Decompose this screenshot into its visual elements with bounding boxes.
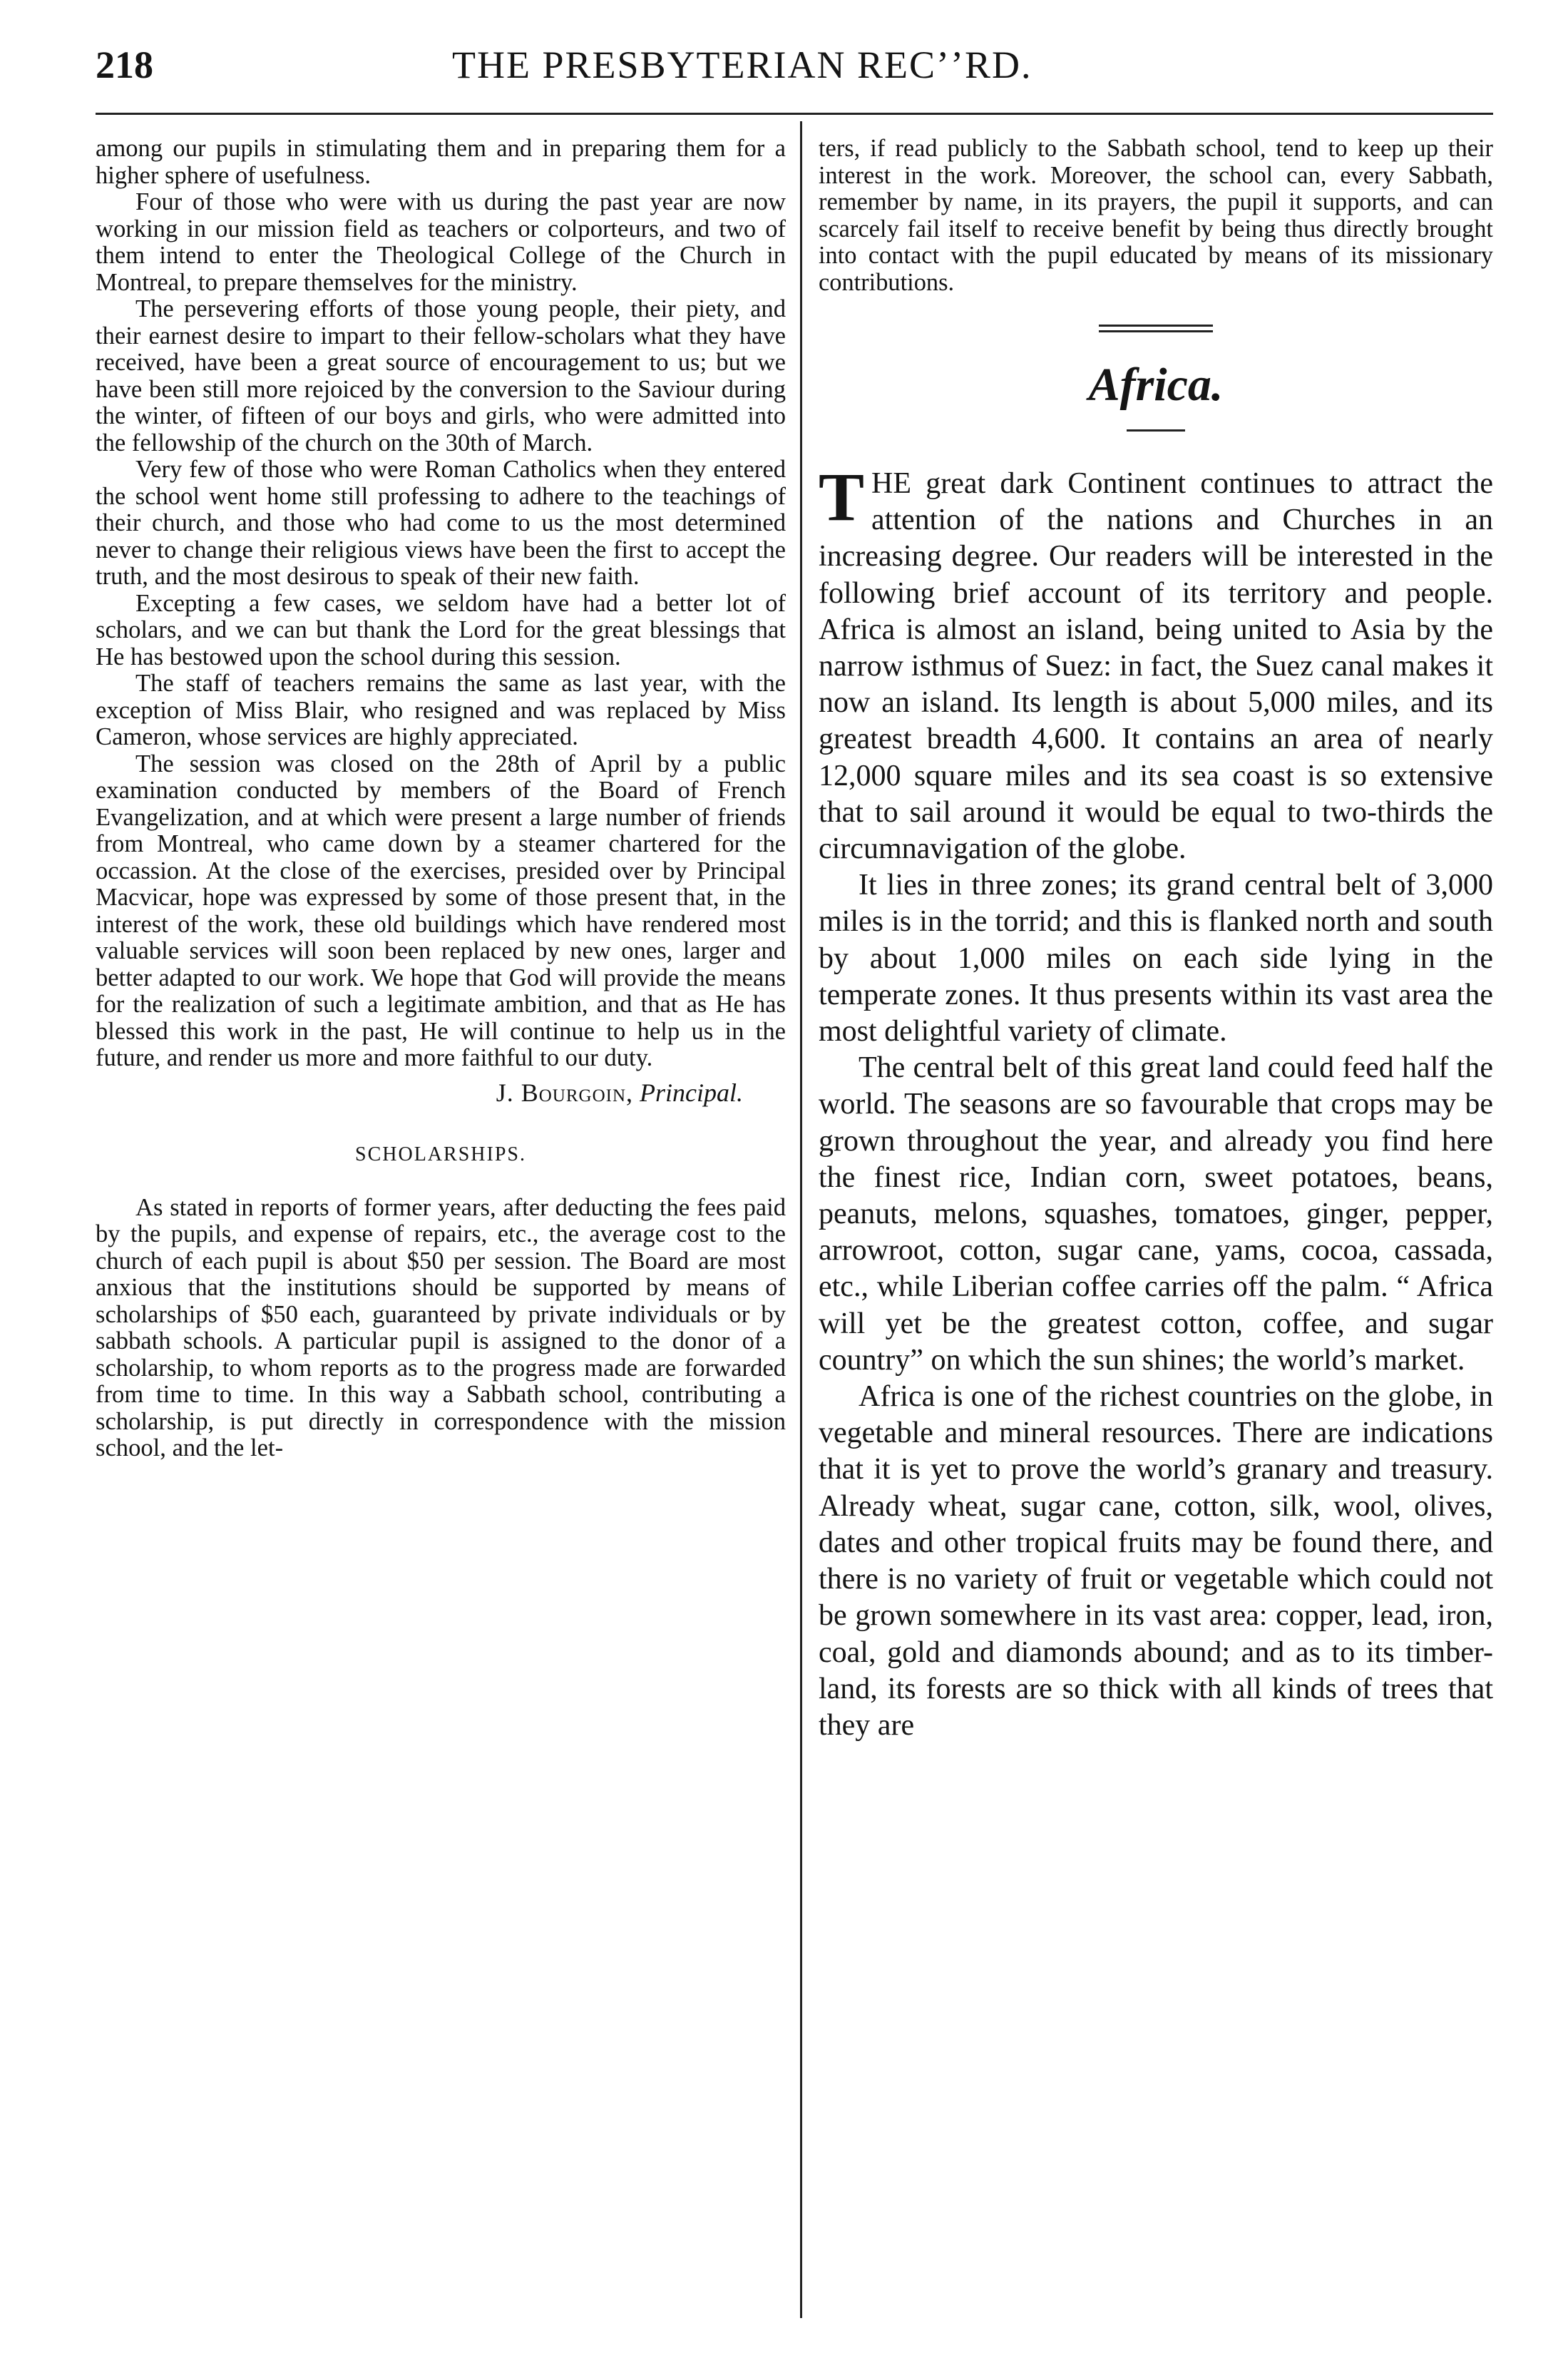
paragraph bbox=[819, 459, 1493, 867]
drop-cap: T bbox=[819, 459, 865, 535]
left-column bbox=[96, 136, 786, 1462]
signature bbox=[96, 1076, 743, 1109]
paragraph-text: HE great dark Continent continues to attract the attention of the nations and Churches in an increasing degree. Our readers will be interested in the following brief account of its territory and people. Africa is almost an island, being united to Asia by the narrow isthmus of Suez: in fact, the Suez canal makes it now an island. Its length is about 5,000 miles, and its greatest breadth 4,600. It contains an area of nearly 12,000 square miles and its sea coast is so extensive that to sail around it would be equal to two-thirds the circumnavigation of the globe. bbox=[819, 467, 1493, 866]
paragraph: The session was closed on the 28th of April by a public examination conducted by members of the Board of French Evangelization, and at which were present a large number of friends from Montreal, who came down by a steamer chartered for the occassion. At the close of the exercises, presided over by Principal Macvicar, hope was expressed by some of those present that, in the interest of the work, these old buildings which have rendered most valuable services will soon been replaced by new ones, larger and better adapted to our work. We hope that God will provide the means for the realization of such a legitimate ambition, and that as He has blessed this work in the past, He will continue to help us in the future, and render us more and more faithful to our duty. bbox=[96, 750, 786, 1071]
paragraph: Very few of those who were Roman Catholics when they entered the school went home still professing to adhere to the teachings of their church, and those who had come to us the most determined never to change their religious views have been the first to accept the truth, and the most desirous to speak of their new faith. bbox=[96, 456, 786, 590]
short-rule bbox=[1127, 429, 1185, 432]
paragraph: As stated in reports of former years, after deducting the fees paid by the pupils, and expense of repairs, etc., the average cost to the church of each pupil is about $50 per session. The Board are most anxious that the institutions should be supported by means of scholarships of $50 each, guaranteed by private individuals or by sabbath schools. A particular pupil is assigned to the donor of a scholarship, to whom reports as to the progress made are forwarded from time to time. In this way a Sabbath school, contributing a scholarship, is put directly in correspondence with the mission school, and the let- bbox=[96, 1193, 786, 1461]
header-rule bbox=[96, 113, 1493, 115]
continuation-paragraph: ters, if read publicly to the Sabbath school, tend to keep up their interest in the work. Moreover, the school can, every Sabbath, remember by name, in its prayers, the pupil it supports, and can scarcely fail itself to receive benefit by being thus directly brought into contact with the pupil educated by means of its missionary contributions. bbox=[819, 135, 1493, 296]
paragraph: Excepting a few cases, we seldom have had a better lot of scholars, and we can but thank the Lord for the great blessings that He has bestowed upon the school during this session. bbox=[96, 589, 786, 670]
section-subheading: SCHOLARSHIPS. bbox=[355, 1143, 526, 1165]
double-rule bbox=[1099, 325, 1213, 332]
right-column bbox=[819, 136, 1493, 1744]
paragraph: The central belt of this great land could feed half the world. The seasons are so favourable that crops may be grown throughout the year, and already you find here the finest rice, Indian corn, sweet potatoes, beans, peanuts, melons, squashes, tomatoes, ginger, pepper, arrowroot, cotton, sugar cane, yams, cocoa, cassada, etc., while Liberian coffee carries off the palm. “ Africa will yet be the greatest cotton, coffee, and sugar country” on which the sun shines; the world’s market. bbox=[819, 1051, 1493, 1377]
paragraph: Four of those who were with us during the past year are now working in our mission field as teachers or colporteurs, and two of them intend to enter the Theological College of the Church in Montreal, to prepare themselves for the ministry. bbox=[96, 188, 786, 296]
page-number: 218 bbox=[96, 44, 153, 86]
paragraph: It lies in three zones; its grand central belt of 3,000 miles is in the torrid; and this is flanked north and south by about 1,000 miles on each side lying in the temperate zones. It thus presents within its vast area the most delightful variety of climate. bbox=[819, 869, 1493, 1048]
page-header bbox=[96, 37, 1479, 94]
running-title: THE PRESBYTERIAN RECʼ’RD. bbox=[452, 44, 1032, 86]
paragraph: The staff of teachers remains the same as last year, with the exception of Miss Blair, who resigned and was replaced by Miss Cameron, whose services are highly appreciated. bbox=[96, 670, 786, 750]
section-title: Africa. bbox=[1088, 359, 1224, 411]
column-divider bbox=[800, 121, 802, 2318]
signature-role: Principal. bbox=[640, 1078, 743, 1107]
signature-name: J. Bourgoin, bbox=[496, 1078, 634, 1107]
paragraph: Africa is one of the richest countries on the globe, in vegetable and mineral resources. There are indications that it is yet to prove the world’s granary and treasury. Already wheat, sugar cane, cotton, silk, wool, olives, dates and other tropical fruits may be found there, and there is no variety of fruit or vegetable which could not be grown somewhere in its vast area: copper, lead, iron, coal, gold and diamonds abound; and as to its timber-land, its forests are so thick with all kinds of trees that they are bbox=[819, 1380, 1493, 1742]
paragraph: among our pupils in stimulating them and in preparing them for a higher sphere of usefulness. bbox=[96, 135, 786, 189]
paragraph: The persevering efforts of those young people, their piety, and their earnest desire to impart to their fellow-scholars what they have received, have been a great source of encouragement to us; but we have been still more rejoiced by the conversion to the Saviour during the winter, of fifteen of our boys and girls, who were admitted into the fellowship of the church on the 30th of March. bbox=[96, 295, 786, 456]
